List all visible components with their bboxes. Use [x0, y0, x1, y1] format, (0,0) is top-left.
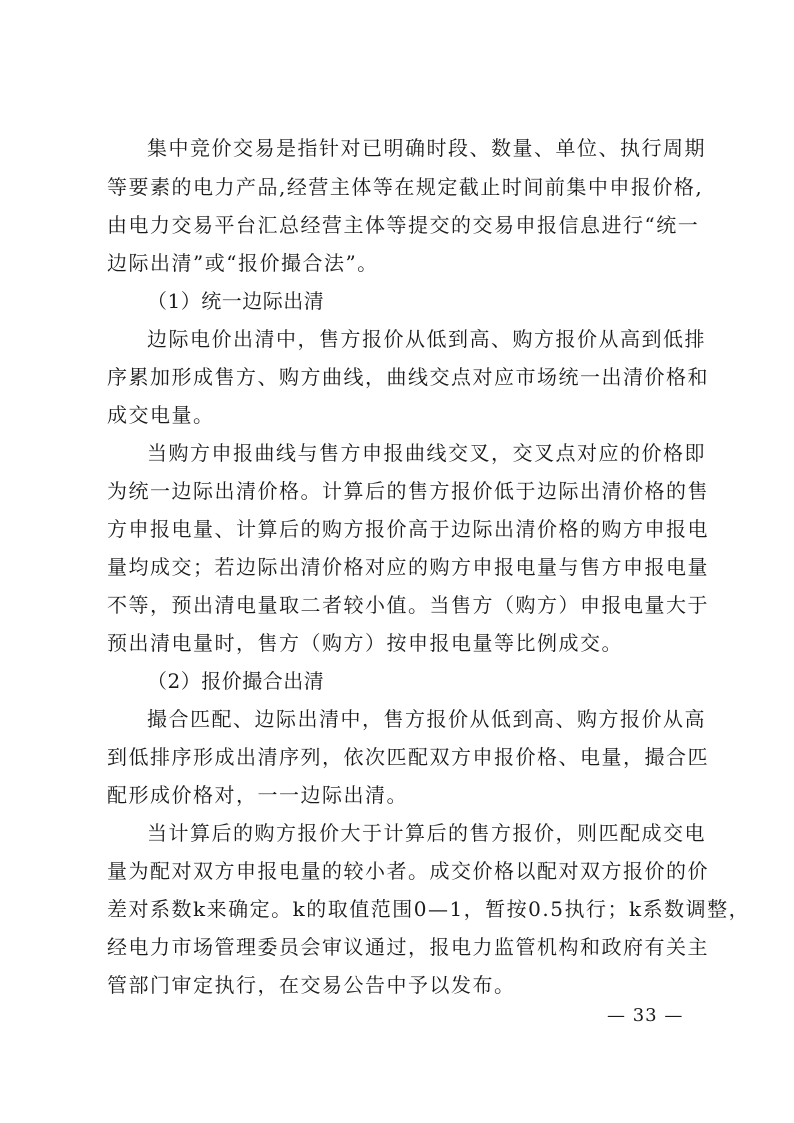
paragraph-line: 由电力交易平台汇总经营主体等提交的交易申报信息进行“统一 [107, 213, 700, 237]
paragraph-line: 等要素的电力产品,经营主体等在规定截止时间前集中申报价格, [107, 175, 704, 199]
paragraph-line: 边际出清”或“报价撮合法”。 [107, 251, 379, 275]
paragraph-line: 配形成价格对，一一边际出清。 [107, 783, 408, 807]
paragraph-line: 差对系数k来确定。k的取值范围0—1，暂按0.5执行；k系数调整， [107, 897, 751, 921]
paragraph-line: 为统一边际出清价格。计算后的售方报价低于边际出清价格的售 [107, 479, 709, 503]
paragraph-line: 序累加形成售方、购方曲线，曲线交点对应市场统一出清价格和 [107, 365, 709, 389]
paragraph-line: 量为配对双方申报电量的较小者。成交价格以配对双方报价的价 [107, 859, 709, 883]
paragraph-line: 边际电价出清中，售方报价从低到高、购方报价从高到低排 [147, 327, 706, 351]
paragraph-line: 当计算后的购方报价大于计算后的售方报价，则匹配成交电 [147, 821, 706, 845]
paragraph-line: 经电力市场管理委员会审议通过，报电力监管机构和政府有关主 [107, 935, 709, 959]
section-heading: （2）报价撮合出清 [147, 669, 325, 693]
paragraph-line: 到低排序形成出清序列，依次匹配双方申报价格、电量，撮合匹 [107, 745, 709, 769]
paragraph-line: 成交电量。 [107, 403, 215, 427]
section-heading: （1）统一边际出清 [147, 289, 325, 313]
page-number: — 33 — [607, 1005, 684, 1026]
paragraph-line: 预出清电量时，售方（购方）按申报电量等比例成交。 [107, 631, 623, 655]
paragraph-line: 当购方申报曲线与售方申报曲线交叉，交叉点对应的价格即 [147, 441, 706, 465]
paragraph-line: 集中竞价交易是指针对已明确时段、数量、单位、执行周期 [147, 136, 706, 160]
paragraph-line: 量均成交；若边际出清价格对应的购方申报电量与售方申报电量 [107, 555, 709, 579]
paragraph-line: 管部门审定执行，在交易公告中予以发布。 [107, 973, 516, 997]
paragraph-line: 方申报电量、计算后的购方报价高于边际出清价格的购方申报电 [107, 517, 709, 541]
paragraph-line: 撮合匹配、边际出清中，售方报价从低到高、购方报价从高 [147, 707, 706, 731]
paragraph-line: 不等，预出清电量取二者较小值。当售方（购方）申报电量大于 [107, 593, 709, 617]
